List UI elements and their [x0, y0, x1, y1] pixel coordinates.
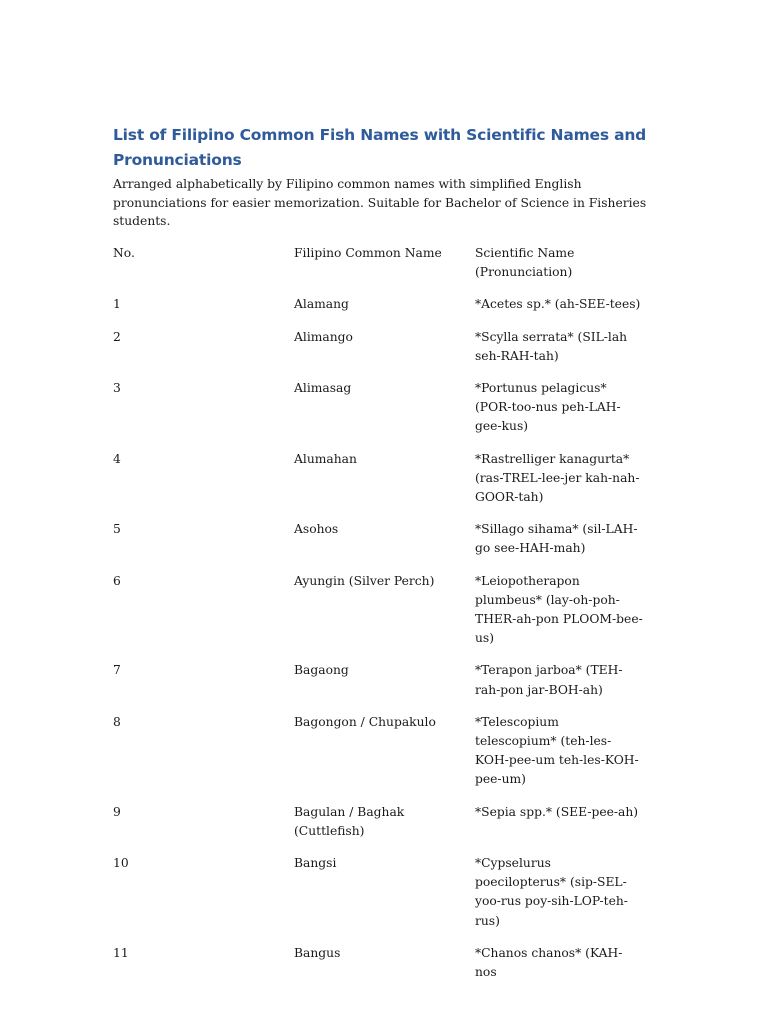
row-number: 7: [113, 663, 121, 678]
header-number: No.: [113, 246, 135, 260]
row-filipino-name: Alumahan: [294, 451, 357, 466]
row-scientific-name: *Leiopotherapon plumbeus* (lay-oh-poh-THER-ah-pon PLOOM-bee-us): [475, 573, 643, 646]
table-row: [113, 450, 673, 521]
row-scientific-name: *Rastrelliger kanagurta* (ras-TREL-lee-jer kah-nah-GOOR-tah): [475, 451, 640, 505]
row-number: 5: [113, 522, 121, 537]
row-scientific-name: *Telescopium telescopium* (teh-les-KOH-pee-um teh-les-KOH-pee-um): [475, 714, 639, 787]
header-scientific-name: Scientific Name (Pronunciation): [475, 246, 575, 280]
row-number: 2: [113, 329, 121, 344]
table-row: [113, 295, 673, 327]
row-scientific-name: *Chanos chanos* (KAH-nos: [475, 945, 623, 980]
row-filipino-name: Alimango: [294, 329, 353, 344]
row-scientific-name: *Sepia spp.* (SEE-pee-ah): [475, 804, 639, 819]
table-row: [113, 572, 673, 662]
row-filipino-name: Alamang: [294, 297, 349, 312]
table-row: [113, 944, 673, 995]
row-scientific-name: *Scylla serrata* (SIL-lah seh-RAH-tah): [475, 329, 628, 363]
table-row: [113, 520, 673, 571]
row-scientific-name: *Portunus pelagicus* (POR-too-nus peh-LAH-gee-kus): [475, 381, 621, 434]
row-filipino-name: Bangus: [294, 945, 341, 960]
table-row: [113, 661, 673, 712]
table-row: [113, 713, 673, 803]
row-filipino-name: Ayungin (Silver Perch): [294, 573, 435, 588]
row-number: 3: [113, 381, 121, 396]
table-row: [113, 328, 673, 379]
row-number: 10: [113, 856, 129, 871]
row-number: 11: [113, 945, 129, 960]
row-filipino-name: Bagulan / Baghak (Cuttlefish): [294, 804, 405, 838]
row-scientific-name: *Cypselurus poecilopterus* (sip-SEL-yoo-rus poy-sih-LOP-teh-rus): [475, 856, 628, 928]
table-row: [113, 854, 673, 944]
row-scientific-name: *Sillago sihama* (sil-LAH-go see-HAH-mah): [475, 522, 638, 556]
table-row: [113, 379, 673, 450]
row-scientific-name: *Acetes sp.* (ah-SEE-tees): [475, 297, 641, 312]
intro-paragraph: Arranged alphabetically by Filipino common names with simplified English pronunciations for easier memorization. Suitable for Bachelor of Science in Fisheries students.: [113, 177, 647, 228]
row-number: 8: [113, 714, 121, 729]
row-number: 6: [113, 573, 121, 588]
header-filipino-name: Filipino Common Name: [294, 246, 442, 260]
table-row: [113, 803, 673, 854]
table-header-row: [113, 244, 673, 295]
row-number: 4: [113, 451, 121, 466]
row-filipino-name: Asohos: [294, 522, 339, 537]
row-filipino-name: Bagaong: [294, 663, 349, 678]
row-filipino-name: Bangsi: [294, 856, 337, 871]
row-filipino-name: Alimasag: [294, 381, 352, 396]
row-filipino-name: Bagongon / Chupakulo: [294, 714, 436, 729]
row-number: 9: [113, 804, 121, 819]
fish-names-table: [113, 244, 673, 995]
document-title: List of Filipino Common Fish Names with Scientific Names and Pronunciations: [113, 126, 647, 169]
row-number: 1: [113, 297, 121, 312]
row-scientific-name: *Terapon jarboa* (TEH-rah-pon jar-BOH-ah): [475, 663, 623, 697]
